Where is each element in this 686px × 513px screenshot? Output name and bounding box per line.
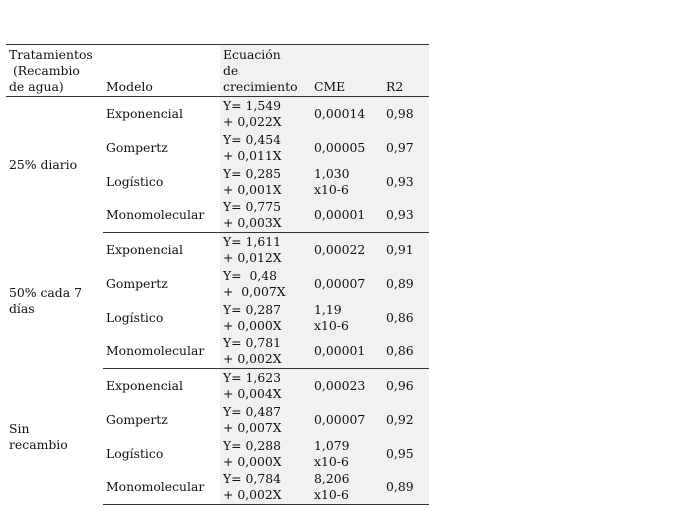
treatment-cell <box>6 369 103 505</box>
cme-line: x10-6 <box>314 181 349 197</box>
cme-cell <box>311 301 383 335</box>
model-cell: Exponencial <box>106 241 183 257</box>
equation-line: + 0,022X <box>223 113 282 129</box>
header-modelo-label: Modelo <box>106 79 153 94</box>
model-cell: Monomolecular <box>103 471 220 505</box>
header-ecuacion-line: de <box>223 63 239 78</box>
equation-line: Y= 0,775 <box>223 199 281 215</box>
model-cell: Logístico <box>106 173 164 189</box>
cme-line: 1,030 <box>314 165 350 181</box>
r2-cell: 0,97 <box>383 131 429 165</box>
equation-line: + 0,004X <box>223 385 282 401</box>
equation-cell <box>220 165 311 199</box>
equation-line: Y= 1,549 <box>223 97 281 113</box>
r2-cell: 0,86 <box>383 301 429 335</box>
equation-line: Y= 0,454 <box>223 131 281 147</box>
cme-cell <box>311 165 383 199</box>
equation-line: Y= 0,288 <box>223 437 281 453</box>
treatment-label: 50% cada 7 <box>9 284 82 300</box>
equation-line: + 0,011X <box>223 147 282 163</box>
cme-cell <box>311 233 383 267</box>
table-body <box>6 97 429 505</box>
model-cell: Monomolecular <box>103 335 220 369</box>
cme-line: 0,00014 <box>314 105 366 121</box>
equation-line: + 0,007X <box>223 419 282 435</box>
model-cell: Monomolecular <box>103 199 220 233</box>
cme-line: 0,00007 <box>314 275 366 291</box>
header-r2-label: R2 <box>386 79 404 94</box>
model-cell: Logístico <box>106 445 164 461</box>
equation-cell <box>220 403 311 437</box>
equation-line: + 0,012X <box>223 249 282 265</box>
cme-line: 0,00007 <box>314 411 366 427</box>
cme-line: 8,206 <box>314 471 350 487</box>
cme-cell <box>311 335 383 369</box>
growth-models-table <box>6 44 429 505</box>
equation-line: Y= 0,781 <box>223 335 281 351</box>
header-tratamientos <box>6 45 103 97</box>
header-ecuacion-line: Ecuación <box>223 47 281 62</box>
header-row <box>6 45 429 97</box>
table-row <box>6 369 429 403</box>
cme-line: 0,00005 <box>314 139 366 155</box>
equation-line: Y= 0,285 <box>223 165 281 181</box>
treatment-label: días <box>9 300 35 316</box>
treatment-cell <box>6 97 103 233</box>
equation-cell <box>220 335 311 369</box>
equation-line: Y= 0,48 <box>223 267 278 283</box>
header-r2 <box>383 45 429 97</box>
cme-cell <box>311 471 383 505</box>
equation-line: + 0,000X <box>223 317 282 333</box>
equation-cell <box>220 267 311 301</box>
header-tratamientos-line: (Recambio <box>9 63 80 78</box>
equation-line: Y= 0,784 <box>223 471 281 487</box>
cme-line: 0,00001 <box>314 343 366 359</box>
table-row <box>6 233 429 267</box>
header-ecuacion <box>220 45 311 97</box>
cme-cell <box>311 437 383 471</box>
header-cme-label: CME <box>314 79 346 94</box>
cme-cell <box>311 267 383 301</box>
equation-cell <box>220 97 311 131</box>
header-ecuacion-line: crecimiento <box>223 79 298 94</box>
equation-cell <box>220 369 311 403</box>
r2-cell: 0,92 <box>383 403 429 437</box>
treatment-cell <box>6 233 103 369</box>
r2-cell: 0,98 <box>383 97 429 131</box>
header-cme <box>311 45 383 97</box>
treatment-label: 25% diario <box>9 156 78 172</box>
cme-line: 1,19 <box>314 301 342 317</box>
cme-line: 0,00022 <box>314 241 366 257</box>
equation-line: Y= 1,611 <box>223 233 281 249</box>
equation-line: + 0,002X <box>223 487 282 503</box>
equation-line: + 0,007X <box>223 283 286 299</box>
treatment-label: recambio <box>9 436 68 452</box>
model-cell: Logístico <box>106 309 164 325</box>
cme-line: x10-6 <box>314 453 349 469</box>
header-tratamientos-line: de agua) <box>9 79 64 94</box>
cme-cell <box>311 97 383 131</box>
cme-cell <box>311 369 383 403</box>
equation-line: Y= 1,623 <box>223 369 281 385</box>
model-cell: Gompertz <box>106 411 168 427</box>
cme-line: 1,079 <box>314 437 350 453</box>
r2-cell: 0,86 <box>383 335 429 369</box>
r2-cell: 0,89 <box>383 471 429 505</box>
model-cell: Gompertz <box>106 275 168 291</box>
r2-cell: 0,89 <box>383 267 429 301</box>
cme-cell <box>311 199 383 233</box>
equation-cell <box>220 437 311 471</box>
equation-cell <box>220 301 311 335</box>
r2-cell: 0,93 <box>383 199 429 233</box>
r2-cell: 0,95 <box>383 437 429 471</box>
cme-cell <box>311 131 383 165</box>
cme-cell <box>311 403 383 437</box>
r2-cell: 0,96 <box>383 369 429 403</box>
r2-cell: 0,91 <box>383 233 429 267</box>
equation-cell <box>220 233 311 267</box>
equation-line: + 0,002X <box>223 351 282 367</box>
cme-line: 0,00023 <box>314 377 366 393</box>
cme-line: x10-6 <box>314 317 349 333</box>
header-modelo <box>103 45 220 97</box>
r2-cell: 0,93 <box>383 165 429 199</box>
model-cell: Exponencial <box>106 105 183 121</box>
cme-line: x10-6 <box>314 487 349 503</box>
model-cell: Exponencial <box>106 377 183 393</box>
equation-cell <box>220 131 311 165</box>
equation-line: Y= 0,487 <box>223 403 281 419</box>
equation-line: + 0,003X <box>223 215 282 231</box>
model-cell: Gompertz <box>106 139 168 155</box>
equation-cell <box>220 471 311 505</box>
equation-line: Y= 0,287 <box>223 301 281 317</box>
cme-line: 0,00001 <box>314 207 366 223</box>
header-tratamientos-line: Tratamientos <box>9 47 93 62</box>
equation-line: + 0,001X <box>223 181 282 197</box>
treatment-label: Sin <box>9 420 30 436</box>
equation-cell <box>220 199 311 233</box>
table-row <box>6 97 429 131</box>
equation-line: + 0,000X <box>223 453 282 469</box>
